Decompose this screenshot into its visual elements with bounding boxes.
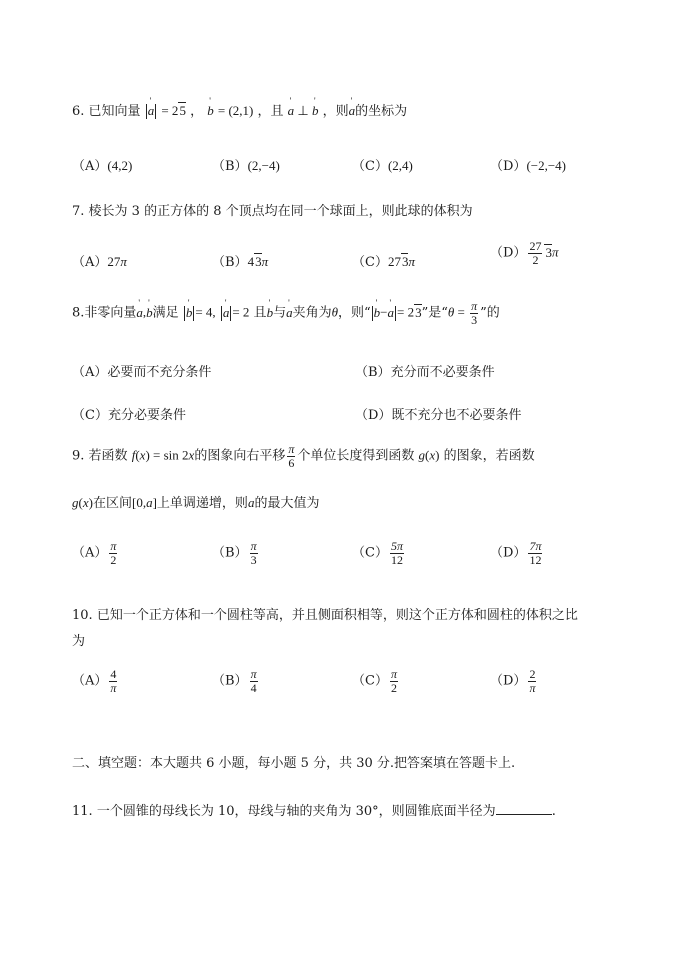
question-text: 一个圆锥的母线长为 10，母线与轴的夹角为 30°，则圆锥底面半径为 bbox=[96, 804, 496, 819]
fraction-denominator: π bbox=[110, 680, 117, 695]
question-text: ，则 bbox=[322, 104, 349, 119]
option-b[interactable] bbox=[212, 155, 280, 174]
option-b[interactable] bbox=[355, 361, 495, 380]
option-b[interactable] bbox=[212, 668, 260, 694]
fraction-denominator: 2 bbox=[390, 680, 397, 695]
option-label: （B） bbox=[212, 545, 248, 561]
option-text: (2,−4) bbox=[247, 158, 280, 173]
fraction-numerator: 5π bbox=[390, 539, 403, 553]
fraction-denominator: 3 bbox=[250, 552, 257, 567]
option-d[interactable] bbox=[490, 540, 544, 566]
option-d[interactable]: （D） $\frac{27}{2}$ 3π bbox=[490, 239, 559, 267]
option-label: （A） bbox=[72, 159, 108, 174]
question-text: 若函数 bbox=[88, 448, 128, 464]
question-10-line2 bbox=[72, 630, 85, 649]
question-text: ”是“ bbox=[421, 305, 448, 321]
question-7 bbox=[72, 200, 473, 219]
option-label: （A） bbox=[72, 545, 108, 561]
question-9-line1: 9. 若函数 f(x) = sin 2x的图象向右平移 $\frac{\pi}{6}$ 个单位长度得到函数 g(x) 的图象，若函数 bbox=[72, 442, 535, 470]
option-b[interactable] bbox=[212, 540, 260, 566]
question-text: 的图象向右平移 bbox=[194, 448, 286, 464]
question-9-line2: g(x)在区间[0,a]上单调递增，则a的最大值为 bbox=[72, 495, 320, 511]
question-text: 满足 bbox=[152, 305, 179, 321]
option-label: （B） bbox=[212, 673, 248, 689]
question-text: 与 bbox=[273, 305, 287, 321]
option-d[interactable] bbox=[355, 404, 521, 423]
question-number: 10. bbox=[72, 608, 93, 623]
question-text: 棱长为 3 的正方体的 8 个顶点均在同一个球面上，则此球的体积为 bbox=[88, 204, 473, 219]
question-text: 的坐标为 bbox=[355, 104, 408, 119]
fraction-denominator: 12 bbox=[529, 552, 542, 567]
question-text: 个单位长度得到函数 bbox=[297, 448, 415, 464]
option-label: （B） bbox=[212, 255, 248, 270]
fraction-numerator: π bbox=[110, 539, 117, 553]
question-text: ，则“ bbox=[337, 305, 371, 321]
option-text: (4,2) bbox=[107, 158, 133, 173]
question-text: 夹角为 bbox=[292, 305, 332, 321]
fraction-denominator: 2 bbox=[110, 552, 117, 567]
fraction-denominator: π bbox=[529, 680, 536, 695]
option-label: （B） bbox=[355, 365, 391, 380]
fraction-numerator: π bbox=[250, 667, 257, 681]
option-c[interactable] bbox=[352, 540, 406, 566]
fraction-denominator: 4 bbox=[250, 680, 257, 695]
option-text: 既不充分也不必要条件 bbox=[391, 408, 522, 423]
option-a[interactable] bbox=[72, 155, 132, 174]
option-a[interactable] bbox=[72, 668, 119, 694]
option-label: （B） bbox=[212, 159, 248, 174]
question-11 bbox=[72, 800, 556, 819]
question-number: 9. bbox=[72, 448, 85, 464]
question-number: 6. bbox=[72, 104, 85, 119]
option-label: （A） bbox=[72, 673, 108, 689]
option-label: （D） bbox=[355, 408, 392, 423]
option-text: (2,4) bbox=[387, 158, 413, 173]
question-text: 的最大值为 bbox=[254, 496, 320, 511]
question-number: 11. bbox=[72, 804, 93, 819]
math-expression: = (2,1) bbox=[217, 103, 254, 118]
option-label: （C） bbox=[352, 159, 388, 174]
fraction-numerator: 2 bbox=[529, 667, 536, 681]
option-text: 充分而不必要条件 bbox=[390, 365, 495, 380]
question-text: 为 bbox=[72, 634, 86, 649]
option-a[interactable] bbox=[72, 540, 119, 566]
option-c[interactable]: （C）273π bbox=[352, 254, 415, 270]
option-label: （C） bbox=[72, 408, 108, 423]
section-heading: 二、填空题：本大题共 6 小题，每小题 5 分，共 30 分.把答案填在答题卡上. bbox=[72, 756, 516, 771]
fraction-denominator: 12 bbox=[390, 552, 403, 567]
question-text: 且 bbox=[253, 305, 267, 321]
fraction-numerator: 4 bbox=[110, 667, 117, 681]
option-text: 充分必要条件 bbox=[107, 408, 186, 423]
option-label: （D） bbox=[490, 245, 527, 261]
question-text: ， bbox=[190, 104, 204, 119]
fraction-numerator: 7π bbox=[529, 539, 542, 553]
question-6: 6. 已知向量 ' a = 25 ， ' b = (2,1) ，且 ' a ⊥ ' b ，则' a的坐标为 bbox=[72, 100, 407, 119]
option-d[interactable] bbox=[490, 668, 538, 694]
option-label: （D） bbox=[490, 673, 527, 689]
option-label: （A） bbox=[72, 255, 108, 270]
option-label: （A） bbox=[72, 365, 108, 380]
question-number: 8. bbox=[72, 305, 85, 321]
question-text: 非零向量 bbox=[84, 305, 137, 321]
question-8: 8.非零向量' a,' b满足 ' b = 4, ' a = 2 且' b与' a夹角为θ，则“' b−' a = 23”是“θ = $\frac{\pi}{3}$ ”的 bbox=[72, 300, 500, 326]
fraction-numerator: π bbox=[390, 667, 397, 681]
option-label: （C） bbox=[352, 545, 388, 561]
option-a[interactable]: （A）27π bbox=[72, 254, 127, 270]
option-label: （D） bbox=[490, 545, 527, 561]
option-text: (−2,−4) bbox=[526, 158, 567, 173]
question-text: 已知一个正方体和一个圆柱等高，并且侧面积相等，则这个正方体和圆柱的体积之比 bbox=[96, 608, 578, 623]
fraction-numerator: π bbox=[250, 539, 257, 553]
question-text: ”的 bbox=[480, 305, 500, 321]
option-label: （C） bbox=[352, 255, 388, 270]
option-c[interactable] bbox=[352, 668, 400, 694]
question-text: . bbox=[551, 804, 556, 819]
option-c[interactable] bbox=[72, 404, 186, 423]
option-a[interactable] bbox=[72, 361, 211, 380]
option-d[interactable] bbox=[490, 155, 566, 174]
question-text: 上单调递增，则 bbox=[156, 496, 248, 511]
question-text: ，且 bbox=[257, 104, 284, 119]
option-label: （C） bbox=[352, 673, 388, 689]
question-text: 已知向量 bbox=[88, 104, 141, 119]
answer-blank[interactable] bbox=[496, 802, 552, 815]
option-b[interactable]: （B）43π bbox=[212, 254, 269, 270]
option-text: 必要而不充分条件 bbox=[107, 365, 212, 380]
option-c[interactable] bbox=[352, 155, 413, 174]
question-text: 的图象，若函数 bbox=[443, 448, 535, 464]
question-number: 7. bbox=[72, 204, 85, 219]
option-label: （D） bbox=[490, 159, 527, 174]
question-text: 在区间 bbox=[92, 496, 132, 511]
question-10-line1 bbox=[72, 604, 578, 623]
